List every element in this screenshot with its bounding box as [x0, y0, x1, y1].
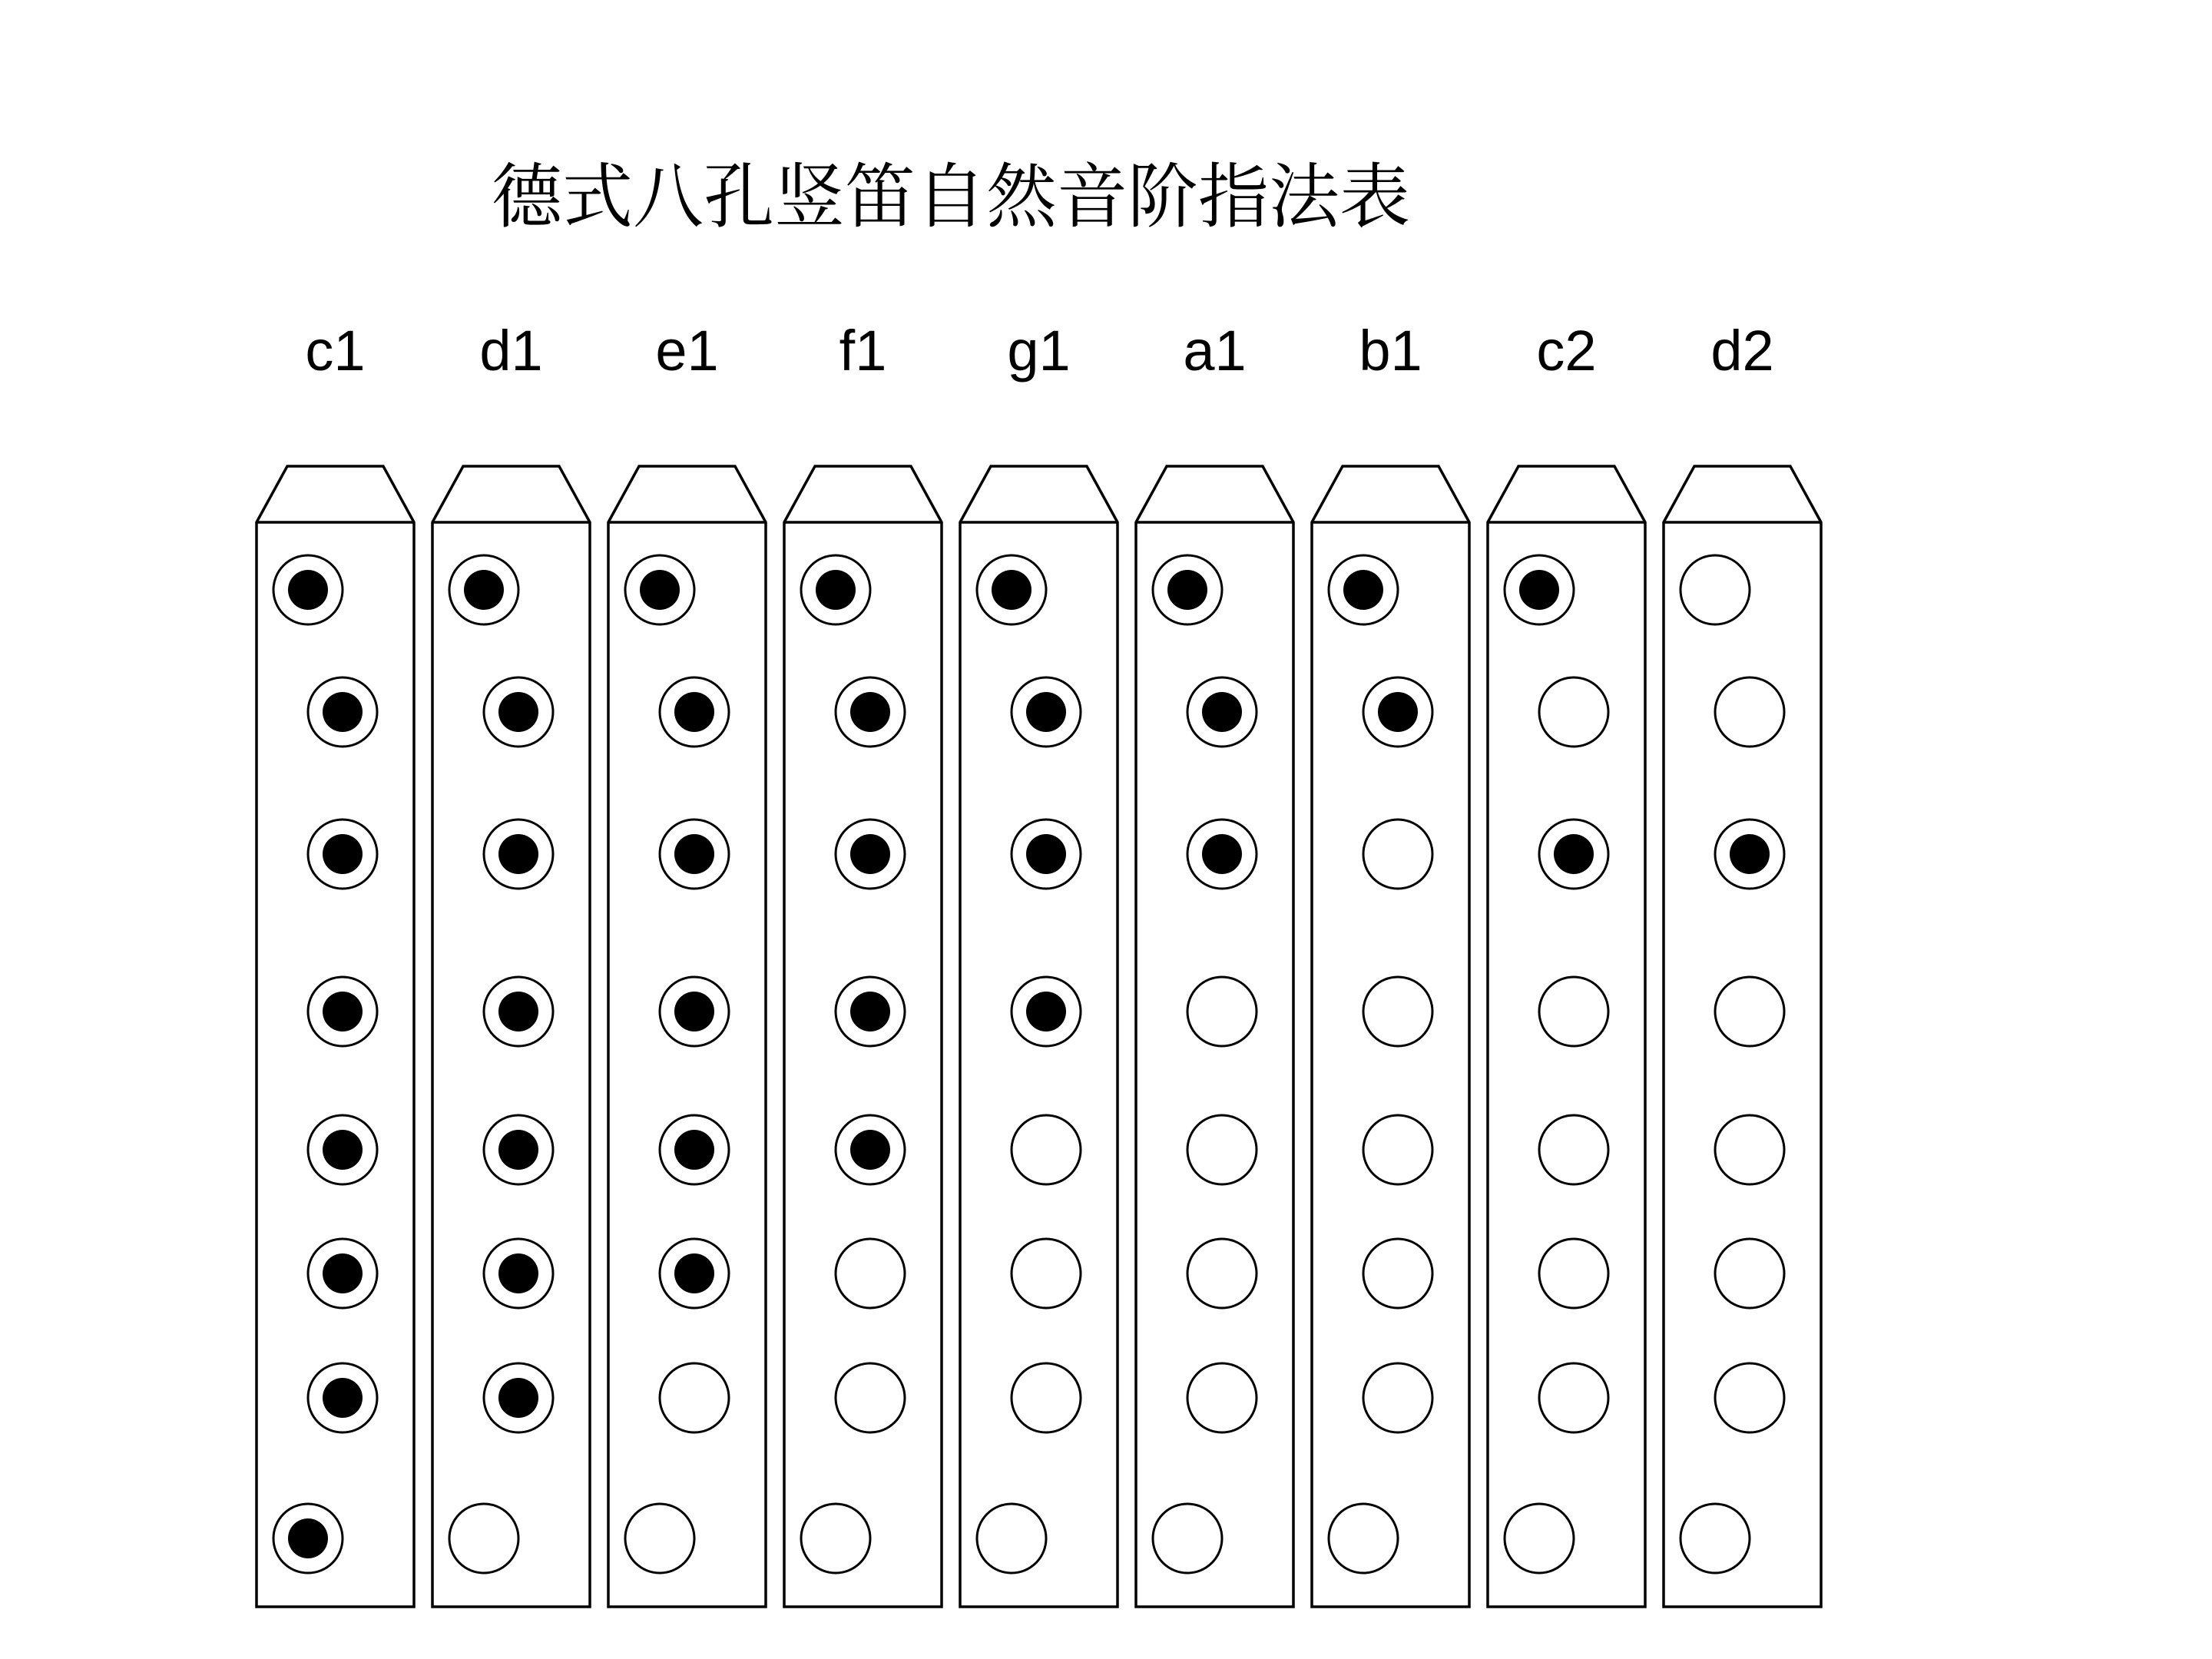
closed-hole-2 — [1363, 677, 1432, 747]
hole-ring — [1187, 1239, 1257, 1308]
recorder-column-f1 — [784, 319, 942, 1607]
note-label: e1 — [655, 319, 719, 382]
recorder-column-e1 — [608, 319, 766, 1607]
hole-covered-dot — [323, 1253, 363, 1293]
closed-hole-4 — [1012, 977, 1081, 1046]
closed-hole-1 — [1329, 555, 1398, 624]
hole-covered-dot — [323, 692, 363, 732]
open-hole-5 — [1363, 1115, 1432, 1184]
note-label: d1 — [479, 319, 543, 382]
hole-covered-dot — [498, 1253, 538, 1293]
open-hole-5 — [1187, 1115, 1257, 1184]
hole-ring — [1715, 977, 1784, 1046]
open-hole-8 — [977, 1504, 1046, 1573]
closed-hole-5 — [836, 1115, 905, 1184]
hole-covered-dot — [498, 992, 538, 1031]
hole-covered-dot — [850, 1130, 890, 1170]
hole-ring — [625, 1504, 694, 1573]
open-hole-7 — [1187, 1363, 1257, 1432]
closed-hole-5 — [308, 1115, 377, 1184]
hole-ring — [1329, 1504, 1398, 1573]
hole-ring — [1012, 1363, 1081, 1432]
closed-hole-1 — [1505, 555, 1574, 624]
closed-hole-6 — [484, 1239, 553, 1308]
open-hole-4 — [1363, 977, 1432, 1046]
closed-hole-1 — [625, 555, 694, 624]
hole-covered-dot — [640, 570, 680, 610]
hole-covered-dot — [850, 992, 890, 1031]
hole-covered-dot — [1343, 570, 1383, 610]
closed-hole-2 — [836, 677, 905, 747]
hole-covered-dot — [1519, 570, 1559, 610]
closed-hole-8 — [273, 1504, 343, 1573]
recorder-column-g1 — [960, 319, 1118, 1607]
hole-covered-dot — [674, 1253, 714, 1293]
closed-hole-7 — [308, 1363, 377, 1432]
closed-hole-4 — [660, 977, 729, 1046]
hole-covered-dot — [1554, 834, 1594, 874]
hole-ring — [1681, 1504, 1750, 1573]
open-hole-4 — [1715, 977, 1784, 1046]
recorder-column-b1 — [1312, 319, 1469, 1607]
recorder-column-d2 — [1664, 319, 1821, 1607]
closed-hole-2 — [484, 677, 553, 747]
open-hole-7 — [1012, 1363, 1081, 1432]
hole-ring — [977, 1504, 1046, 1573]
hole-ring — [1012, 1239, 1081, 1308]
hole-ring — [1715, 677, 1784, 747]
closed-hole-1 — [449, 555, 518, 624]
open-hole-3 — [1363, 820, 1432, 889]
open-hole-1 — [1681, 555, 1750, 624]
hole-ring — [1539, 1115, 1608, 1184]
hole-covered-dot — [1730, 834, 1770, 874]
hole-covered-dot — [288, 570, 328, 610]
hole-covered-dot — [498, 1130, 538, 1170]
note-label: g1 — [1007, 319, 1071, 382]
hole-ring — [1505, 1504, 1574, 1573]
note-label: a1 — [1183, 319, 1247, 382]
hole-ring — [660, 1363, 729, 1432]
hole-ring — [1363, 977, 1432, 1046]
open-hole-4 — [1187, 977, 1257, 1046]
closed-hole-4 — [836, 977, 905, 1046]
hole-ring — [1187, 1363, 1257, 1432]
open-hole-7 — [836, 1363, 905, 1432]
hole-covered-dot — [1378, 692, 1418, 732]
hole-covered-dot — [323, 1378, 363, 1418]
open-hole-5 — [1012, 1115, 1081, 1184]
closed-hole-3 — [1539, 820, 1608, 889]
hole-covered-dot — [674, 834, 714, 874]
hole-ring — [1187, 1115, 1257, 1184]
hole-covered-dot — [1026, 834, 1066, 874]
hole-covered-dot — [323, 1130, 363, 1170]
closed-hole-2 — [308, 677, 377, 747]
open-hole-7 — [1539, 1363, 1608, 1432]
open-hole-2 — [1715, 677, 1784, 747]
hole-ring — [1681, 555, 1750, 624]
hole-ring — [1539, 1239, 1608, 1308]
hole-ring — [1187, 977, 1257, 1046]
open-hole-5 — [1715, 1115, 1784, 1184]
note-label: f1 — [839, 319, 887, 382]
hole-ring — [1715, 1115, 1784, 1184]
open-hole-5 — [1539, 1115, 1608, 1184]
hole-covered-dot — [674, 992, 714, 1031]
closed-hole-6 — [660, 1239, 729, 1308]
hole-covered-dot — [850, 692, 890, 732]
closed-hole-4 — [308, 977, 377, 1046]
hole-covered-dot — [1202, 692, 1242, 732]
closed-hole-3 — [1715, 820, 1784, 889]
closed-hole-2 — [1187, 677, 1257, 747]
closed-hole-7 — [484, 1363, 553, 1432]
page-title: 德式八孔竖笛自然音阶指法表 — [492, 156, 1411, 238]
hole-ring — [1363, 1363, 1432, 1432]
recorder-columns — [257, 319, 1821, 1607]
hole-ring — [1363, 1115, 1432, 1184]
hole-covered-dot — [674, 1130, 714, 1170]
recorder-column-a1 — [1136, 319, 1293, 1607]
hole-covered-dot — [288, 1518, 328, 1558]
open-hole-6 — [1012, 1239, 1081, 1308]
recorder-column-d1 — [432, 319, 590, 1607]
closed-hole-1 — [977, 555, 1046, 624]
hole-covered-dot — [1026, 992, 1066, 1031]
closed-hole-6 — [308, 1239, 377, 1308]
note-label: c1 — [305, 319, 366, 382]
hole-ring — [836, 1363, 905, 1432]
closed-hole-3 — [308, 820, 377, 889]
open-hole-8 — [1681, 1504, 1750, 1573]
hole-covered-dot — [498, 692, 538, 732]
open-hole-8 — [1505, 1504, 1574, 1573]
closed-hole-5 — [660, 1115, 729, 1184]
hole-covered-dot — [1026, 692, 1066, 732]
open-hole-8 — [1153, 1504, 1222, 1573]
hole-covered-dot — [498, 1378, 538, 1418]
open-hole-2 — [1539, 677, 1608, 747]
hole-ring — [801, 1504, 870, 1573]
hole-ring — [1539, 1363, 1608, 1432]
open-hole-6 — [1715, 1239, 1784, 1308]
hole-ring — [836, 1239, 905, 1308]
hole-ring — [1012, 1115, 1081, 1184]
hole-covered-dot — [498, 834, 538, 874]
closed-hole-3 — [1187, 820, 1257, 889]
open-hole-6 — [1363, 1239, 1432, 1308]
open-hole-7 — [1363, 1363, 1432, 1432]
hole-ring — [1153, 1504, 1222, 1573]
closed-hole-3 — [660, 820, 729, 889]
hole-covered-dot — [323, 992, 363, 1031]
hole-ring — [1715, 1363, 1784, 1432]
closed-hole-3 — [836, 820, 905, 889]
hole-ring — [1715, 1239, 1784, 1308]
closed-hole-1 — [273, 555, 343, 624]
open-hole-6 — [1539, 1239, 1608, 1308]
recorder-column-c1 — [257, 319, 414, 1607]
note-label: b1 — [1359, 319, 1422, 382]
open-hole-6 — [1187, 1239, 1257, 1308]
note-label: d2 — [1710, 319, 1774, 382]
closed-hole-5 — [484, 1115, 553, 1184]
hole-covered-dot — [674, 692, 714, 732]
open-hole-8 — [1329, 1504, 1398, 1573]
closed-hole-3 — [484, 820, 553, 889]
open-hole-7 — [1715, 1363, 1784, 1432]
hole-ring — [449, 1504, 518, 1573]
closed-hole-4 — [484, 977, 553, 1046]
hole-covered-dot — [323, 834, 363, 874]
hole-covered-dot — [1167, 570, 1207, 610]
note-label: c2 — [1536, 319, 1597, 382]
open-hole-8 — [449, 1504, 518, 1573]
closed-hole-1 — [801, 555, 870, 624]
open-hole-8 — [801, 1504, 870, 1573]
closed-hole-3 — [1012, 820, 1081, 889]
hole-covered-dot — [464, 570, 504, 610]
recorder-column-c2 — [1488, 319, 1645, 1607]
hole-ring — [1539, 677, 1608, 747]
hole-covered-dot — [1202, 834, 1242, 874]
closed-hole-1 — [1153, 555, 1222, 624]
open-hole-6 — [836, 1239, 905, 1308]
hole-covered-dot — [850, 834, 890, 874]
open-hole-7 — [660, 1363, 729, 1432]
closed-hole-2 — [1012, 677, 1081, 747]
hole-ring — [1539, 977, 1608, 1046]
hole-covered-dot — [816, 570, 856, 610]
hole-covered-dot — [992, 570, 1031, 610]
hole-ring — [1363, 820, 1432, 889]
open-hole-4 — [1539, 977, 1608, 1046]
closed-hole-2 — [660, 677, 729, 747]
open-hole-8 — [625, 1504, 694, 1573]
hole-ring — [1363, 1239, 1432, 1308]
